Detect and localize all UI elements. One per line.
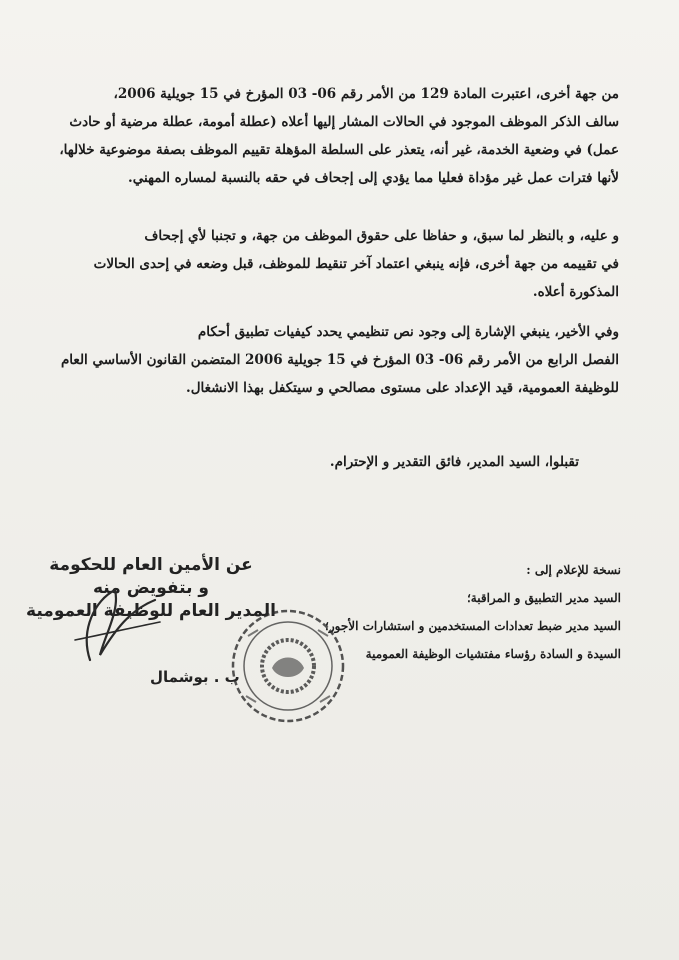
paragraph-2-line-3: المذكورة أعلاه. [532,284,619,300]
paragraph-3-line-1: وفي الأخير، ينبغي الإشارة إلى وجود نص تنظيمي يحدد كيفيات تطبيق أحكام [197,324,619,340]
paragraph-3 [59,318,619,402]
paragraph-1-line-2: سالف الذكر الموظف الموجود في الحالات المشار إليها أعلاه (عطلة أمومة، عطلة مرضية أو حادث [69,114,619,130]
paragraph-1-line-1: من جهة أخرى، اعتبرت المادة 129 من الأمر رقم 06- 03 المؤرخ في 15 جويلية 2006، [113,86,619,102]
paragraph-2 [59,222,619,306]
signature-line-2: و بتفويض منه [93,578,209,598]
paragraph-2-line-2: في تقييمه من جهة أخرى، فإنه ينبغي اعتماد آخر تنقيط للموظف، قبل وضعه في إحدى الحالات [93,256,619,272]
paragraph-3-line-3: للوظيفة العمومية، قيد الإعداد على مستوى مصالحي و سيتكفل بهذا الانشغال. [186,380,619,396]
paragraph-2-line-1: و عليه، و بالنظر لما سبق، و حفاظا على حقوق الموظف من جهة، و تجنبا لأي إجحاف [144,228,619,244]
paragraph-1-line-4: لأنها فترات عمل غير مؤداة فعليا مما يؤدي إلى إجحاف في حقه بالنسبة لمساره المهني. [128,170,619,186]
signature-line-3: المدير العام للوظيفة العمومية [26,601,276,621]
paragraph-1 [59,80,619,192]
official-seal-stamp [228,606,348,726]
copy-for-info-heading: نسخة للإعلام إلى : [526,563,621,577]
handwritten-signature [60,580,170,670]
paragraph-1-line-3: عمل) في وضعية الخدمة، غير أنه، يتعذر على السلطة المؤهلة تقييم الموظف بصفة موضوعية خلالها، [59,142,619,158]
paragraph-3-line-2: الفصل الرابع من الأمر رقم 06- 03 المؤرخ في 15 جويلية 2006 المتضمن القانون الأساسي العام [60,352,619,368]
recipient-1: السيد مدير التطبيق و المراقبة؛ [466,591,621,605]
recipient-3: السيدة و السادة رؤساء مفتشيات الوظيفة العمومية [365,647,621,661]
signatory-name: ب . بوشمال [150,668,240,686]
closing-salutation: تقبلوا، السيد المدير، فائق التقدير و الإحترام. [329,454,579,470]
signature-line-1: عن الأمين العام للحكومة [49,555,253,575]
recipient-2: السيد مدير ضبط تعدادات المستخدمين و استشارات الأجور؛ [325,619,621,633]
